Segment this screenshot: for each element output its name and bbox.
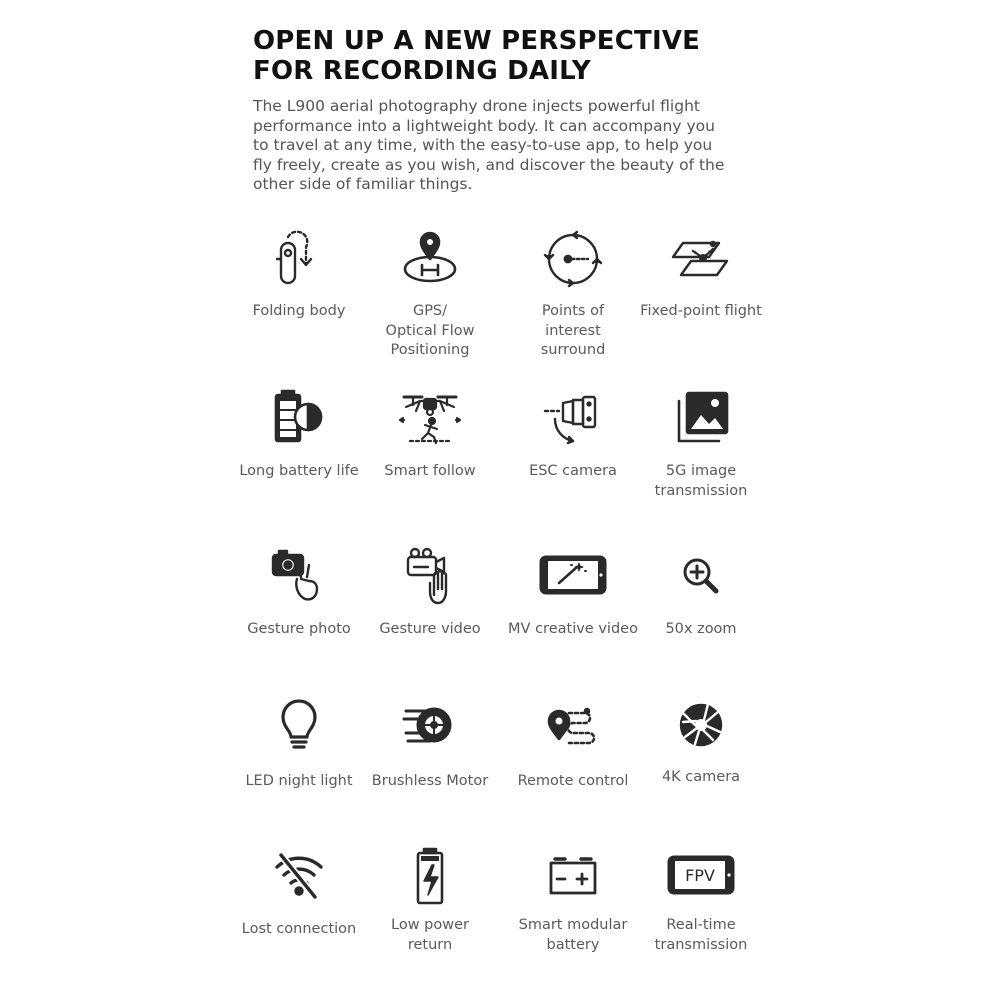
- brushless-motor-icon: [395, 698, 465, 758]
- fpv-phone-icon: [666, 846, 736, 906]
- feature-label: LED night light: [245, 773, 353, 789]
- feature-label: Gesture video: [379, 621, 481, 637]
- feature-label: Low power return: [391, 917, 469, 953]
- feature-label: Brushless Motor: [371, 773, 489, 789]
- gesture-photo-icon: [264, 546, 334, 606]
- zoom-icon: [666, 546, 736, 606]
- fpv-text: FPV: [685, 866, 715, 885]
- folding-body-icon: [264, 228, 334, 288]
- title-line-2: FOR RECORDING DAILY: [253, 56, 591, 86]
- feature-label: Gesture photo: [247, 621, 351, 637]
- light-bulb-icon: [264, 698, 334, 758]
- page-title: [253, 26, 813, 86]
- title-line-1: OPEN UP A NEW PERSPECTIVE: [253, 26, 701, 56]
- mv-creative-video-icon: [538, 546, 608, 606]
- feature-label: 5G image transmission: [654, 463, 748, 499]
- low-power-battery-icon: [395, 846, 465, 906]
- feature-label: Long battery life: [239, 463, 359, 479]
- feature-label: Points of interest surround: [540, 303, 606, 358]
- intro-paragraph: The L900 aerial photography drone injects powerful flight performance into a lightweight body. It can accompany you to travel at any time, with the easy-to-use app, to help you fly freely, create as you wish, and discover the beauty of the other side of familiar things.: [253, 97, 725, 194]
- gps-positioning-icon: [395, 228, 465, 288]
- feature-label: Real-time transmission: [654, 917, 748, 953]
- feature-label: Lost connection: [241, 921, 357, 937]
- battery-life-icon: [264, 388, 334, 448]
- feature-label: Fixed-point flight: [640, 303, 762, 319]
- feature-label: 50x zoom: [665, 621, 737, 637]
- feature-label: Smart follow: [384, 463, 476, 479]
- modular-battery-icon: [538, 846, 608, 906]
- fixed-point-flight-icon: [666, 228, 736, 288]
- gesture-video-icon: [395, 546, 465, 606]
- wifi-off-icon: [264, 846, 334, 906]
- camera-aperture-icon: [666, 698, 736, 758]
- feature-label: 4K camera: [661, 769, 741, 785]
- feature-label: Smart modular battery: [518, 917, 628, 953]
- feature-label: MV creative video: [508, 621, 638, 637]
- remote-control-icon: [538, 698, 608, 758]
- points-of-interest-icon: [538, 228, 608, 288]
- feature-label: GPS/ Optical Flow Positioning: [385, 303, 475, 358]
- image-transmission-icon: [666, 388, 736, 448]
- feature-label: Remote control: [517, 773, 629, 789]
- feature-label: ESC camera: [529, 463, 617, 479]
- feature-label: Folding body: [252, 303, 346, 319]
- smart-follow-icon: [395, 388, 465, 448]
- esc-camera-icon: [538, 388, 608, 448]
